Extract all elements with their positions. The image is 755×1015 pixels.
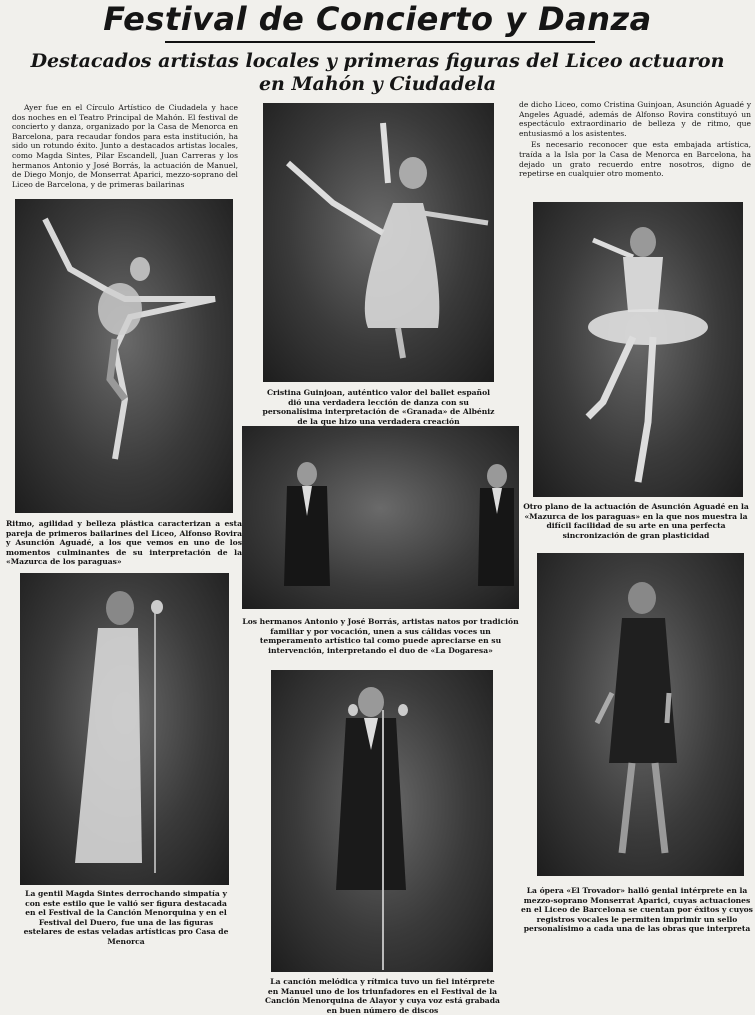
dancer-figure-icon xyxy=(263,103,494,382)
singers-figure-icon xyxy=(242,426,519,609)
caption-manuel: La canción melódica y rítmica tuvo un fiel intérprete en Manuel uno de los triunfadores en el Festival de la Canción Menorquina de Alayor y cuya voz está grabada en buen número de discos xyxy=(265,977,500,1015)
article-paragraph: Ayer fue en el Círculo Artístico de Ciudadela y hace dos noches en el Teatro Principal de Mahón. El festival de concierto y danza, organizado por la Casa de Menorca en Barcelona, para recaudar fondos para esta institución, ha sido un rotundo éxito. Junto a destacados artistas locales, como Magda Sintes, Pilar Escandell, Juan Carreras y los hermanos Antonio y José Borrás, la actuación de Manuel, de Diego Monjo, de Monserrat Aparici, mezzo-soprano del Liceo de Barcelona, y de primeras bailarinas xyxy=(12,103,238,189)
singer-figure-icon xyxy=(271,670,493,972)
caption-magda-sintes: La gentil Magda Sintes derrochando simpatía y con este estilo que le valió ser figura destacada en el Festival de la Canción Menorquina y en el Festival del Duero, fue una de las figuras estelares de estas veladas artísticas pro Casa de Menorca xyxy=(23,889,229,946)
photo-manuel xyxy=(271,670,493,972)
caption-hermanos-borras: Los hermanos Antonio y José Borrás, artistas natos por tradición familiar y por vocación, unen a sus cálidas voces un temperamento artístico tal como puede apreciarse en su intervención, interpretando el duo de «La Dogaresa» xyxy=(242,617,519,655)
photo-asuncion-aguade xyxy=(533,202,743,497)
headline: Festival de Concierto y Danza xyxy=(103,0,652,38)
photo-monserrat-aparici xyxy=(537,553,744,876)
caption-monserrat-aparici: La ópera «El Trovador» halló genial intérprete en la mezzo-soprano Monserrat Aparici, cuyas actuaciones en el Liceo de Barcelona se cuentan por éxitos y cuyos registros vocales le permiten imprimir un sello personalísimo a cada una de las obras que interpreta xyxy=(521,886,753,934)
headline-rule xyxy=(165,41,595,43)
photo-hermanos-borras xyxy=(242,426,519,609)
article-column-3 xyxy=(519,100,751,181)
subheadline xyxy=(0,50,755,96)
photo-couple-dancing xyxy=(15,199,233,513)
article-paragraph: de dicho Liceo, como Cristina Guinjoan, Asunción Aguadé y Angeles Aguadé, además de Alfonso Rovira constituyó un espectáculo extraordinario de belleza y de ritmo, que entusiasmó a los asistentes. xyxy=(519,100,751,138)
caption-cristina-guinjoan: Cristina Guinjoan, auténtico valor del ballet español dió una verdadera lección de danza con su personalísima interpretación de «Granada» de Albéniz de la que hizo una verdadera creación xyxy=(262,388,495,426)
singer-figure-icon xyxy=(20,573,229,885)
article-column-1 xyxy=(12,103,238,191)
photo-cristina-guinjoan xyxy=(263,103,494,382)
subheadline-line-2: en Mahón y Ciudadela xyxy=(258,73,497,95)
singer-figure-icon xyxy=(537,553,744,876)
caption-asuncion-aguade: Otro plano de la actuación de Asunción Aguadé en la «Mazurca de los paraguas» en la que nos muestra la difícil facilidad de su arte en una perfecta sincronización de gran plasticidad xyxy=(523,502,749,540)
article-paragraph: Es necesario reconocer que esta embajada artística, traída a la Isla por la Casa de Menorca en Barcelona, ha dejado un grato recuerdo entre nosotros, digno de repetirse en cualquier otro momento. xyxy=(519,140,751,179)
caption-couple-dancing: Ritmo, agilidad y belleza plástica caracterizan a esta pareja de primeros bailarines del Liceo, Alfonso Rovira y Asunción Aguadé, a los que vemos en uno de los momentos culminantes de su interpretación de la «Mazurca de los paraguas» xyxy=(6,519,242,567)
ballerina-figure-icon xyxy=(533,202,743,497)
photo-magda-sintes xyxy=(20,573,229,885)
dancers-figure-icon xyxy=(15,199,233,513)
subheadline-line-1: Destacados artistas locales y primeras figuras del Liceo actuaron xyxy=(30,50,725,72)
